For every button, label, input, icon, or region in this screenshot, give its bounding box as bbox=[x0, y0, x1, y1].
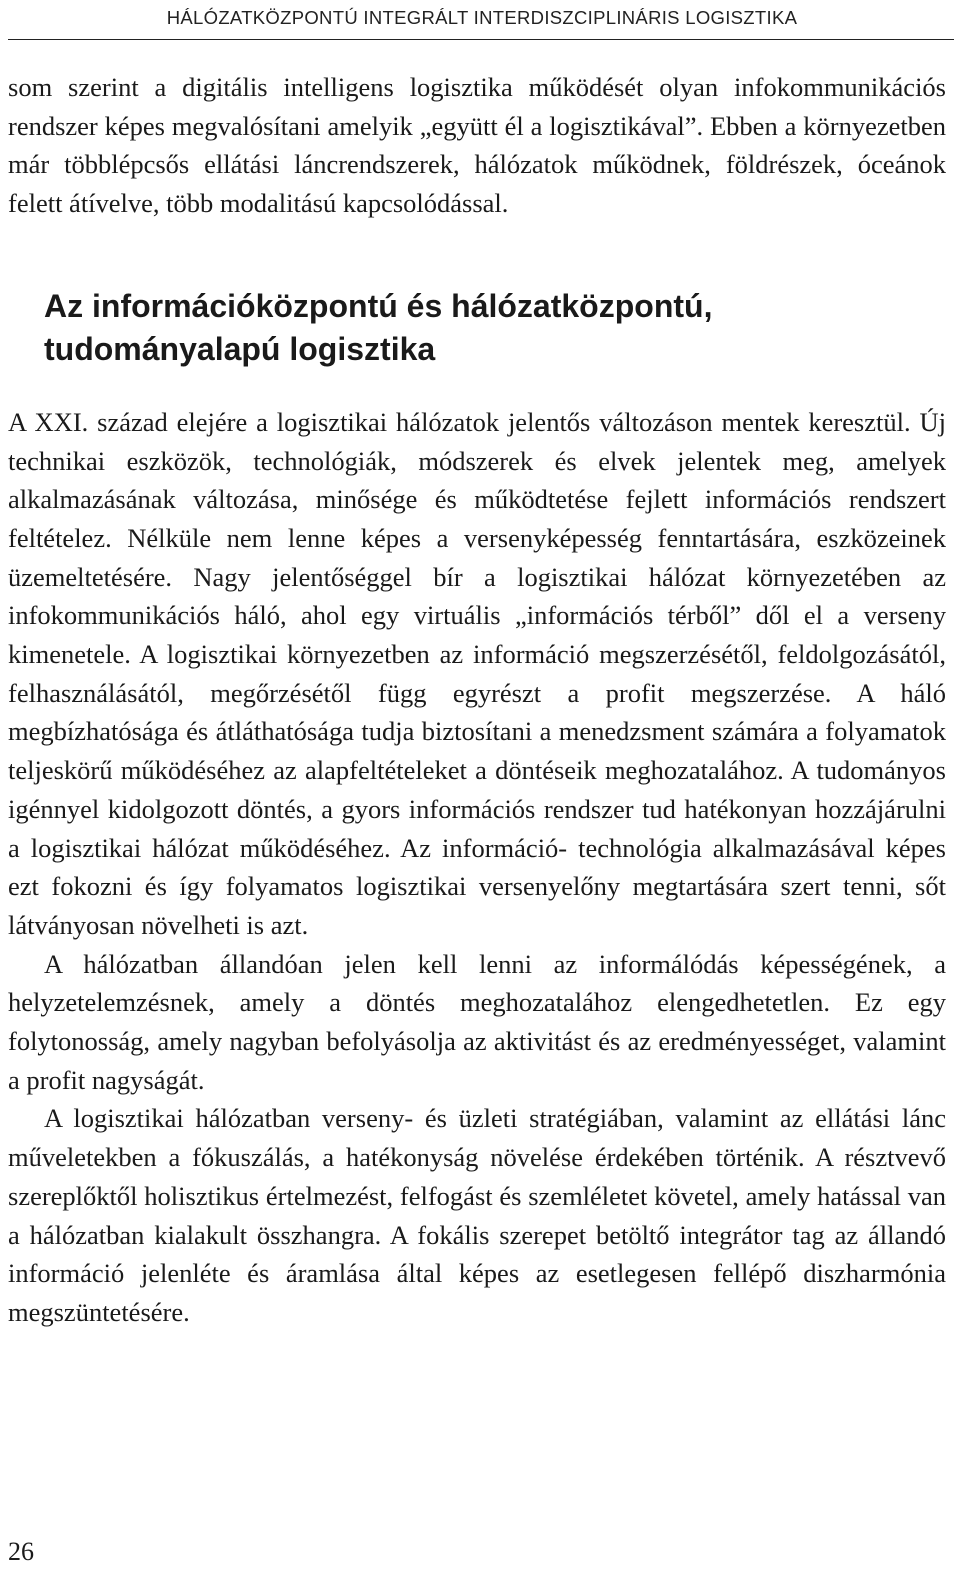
section-paragraph-2: A hálózatban állandóan jelen kell lenni az informálódás képességének, a helyzetelemzésnek, amely a döntés meghozatalához elengedhetetlen. Ez egy folytonosság, amely nagyban befolyásolja az aktivitást és az eredményességet, valamint a profit nagyságát. bbox=[8, 948, 946, 1095]
body-paragraph: som szerint a digitális intelligens logisztika működését olyan infokommunikációs rendszer képes megvalósítani amelyik „együtt él a logisztikával”. Ebben a környezetben már többlépcsős ellátási láncrendszerek, hálózatok működnek, földrészek, óceánok felett átívelve, több modalitású kapcsolódással. bbox=[8, 72, 946, 219]
page-number: 26 bbox=[8, 1537, 34, 1566]
section-paragraph-3: A logisztikai hálózatban verseny- és üzleti stratégiában, valamint az ellátási lánc műveletekben a fókuszálás, a hatékonyság növelése érdekében történik. A résztvevő szereplőktől holisztikus értelmezést, felfogást és szemléletet követel, amely hatással van a hálózatban kialakult összhangra. A fokális szerepet betöltő integrátor tag az állandó információ jelenléte és áramlása által képes az esetlegesen fellépő diszharmónia megszüntetésére. bbox=[8, 1103, 946, 1327]
running-header bbox=[0, 0, 960, 40]
running-header-title: HÁLÓZATKÖZPONTÚ INTEGRÁLT INTERDISZCIPLINÁRIS LOGISZTIKA bbox=[166, 7, 798, 28]
header-divider bbox=[8, 39, 954, 40]
page-body bbox=[8, 68, 946, 1332]
section-heading: Az információközpontú és hálózatközpontú, tudományalapú logisztika bbox=[44, 287, 713, 367]
section-paragraph-1: A XXI. század elejére a logisztikai hálózatok jelentős változáson mentek keresztül. Új technikai eszközök, technológiák, módszerek és elvek jelentek meg, amelyek alkalmazásának változása, minősége és működtetése fejlett információs rendszert feltételez. Nélküle nem lenne képes a versenyképesség fenntartására, eszközeinek üzemeltetésére. Nagy jelentőséggel bír a logisztikai hálózat környezetében az infokommunikációs háló, ahol egy virtuális „információs térből” dől el a verseny kimenetele. A logisztikai környezetben az információ megszerzésétől, feldolgozásától, felhasználásától, megőrzésétől függ egyrészt a profit megszerzése. A háló megbízhatósága és átláthatósága tudja biztosítani a menedzsment számára a folyamatok teljeskörű működéséhez az alapfeltételeket a döntéseik meghozatalához. A tudományos igénnyel kidolgozott döntés, a gyors információs rendszer tud hatékonyan hozzájárulni a logisztikai hálózat működéséhez. Az információ- technológia alkalmazásával képes ezt fokozni és így folyamatos logisztikai versenyelőny megtartására szert tenni, sőt látványosan növelheti is azt. bbox=[8, 406, 946, 940]
